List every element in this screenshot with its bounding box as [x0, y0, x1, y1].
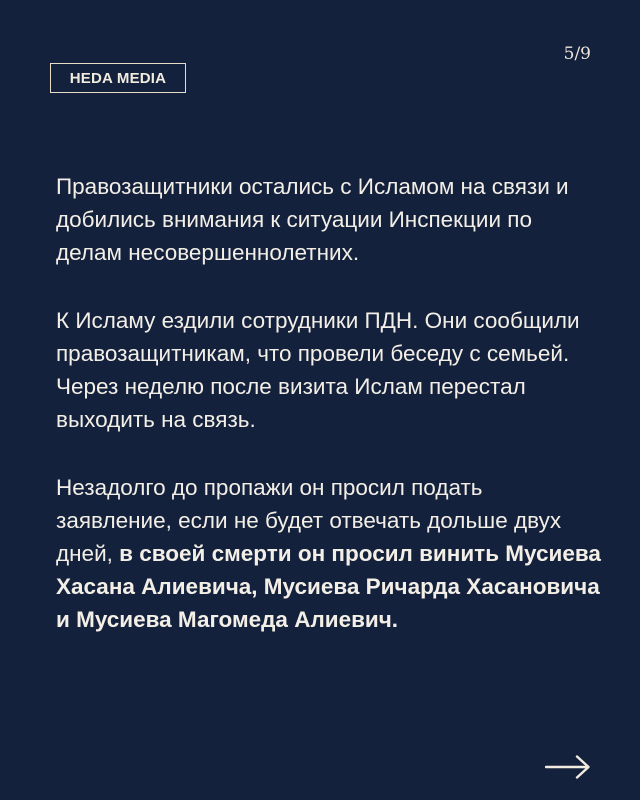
paragraph-3-regular: Незадолго до пропажи он просил подать заявление, если не будет отвечать дольше двух дней, — [56, 475, 562, 566]
paragraph-1: Правозащитники остались с Исламом на связи и добились внимания к ситуации Инспекции по делам несовершеннолетних. — [56, 174, 569, 265]
page-counter: 5/9 — [563, 44, 591, 64]
paragraph-3-bold: в своей смерти он просил винить Мусиева Хасана Алиевича, Мусиева Ричарда Хасановича и Мусиева Магомеда Алиевич. — [56, 541, 601, 632]
brand-logo-text: HEDA MEDIA — [69, 69, 167, 87]
body-text — [56, 170, 601, 636]
paragraph-3 — [56, 471, 601, 636]
brand-logo — [50, 63, 186, 93]
arrow-right-icon[interactable] — [545, 754, 591, 780]
paragraph-2: К Исламу ездили сотрудники ПДН. Они сообщили правозащитникам, что провели беседу с семьей. Через неделю после визита Ислам перестал выходить на связь. — [56, 308, 580, 432]
